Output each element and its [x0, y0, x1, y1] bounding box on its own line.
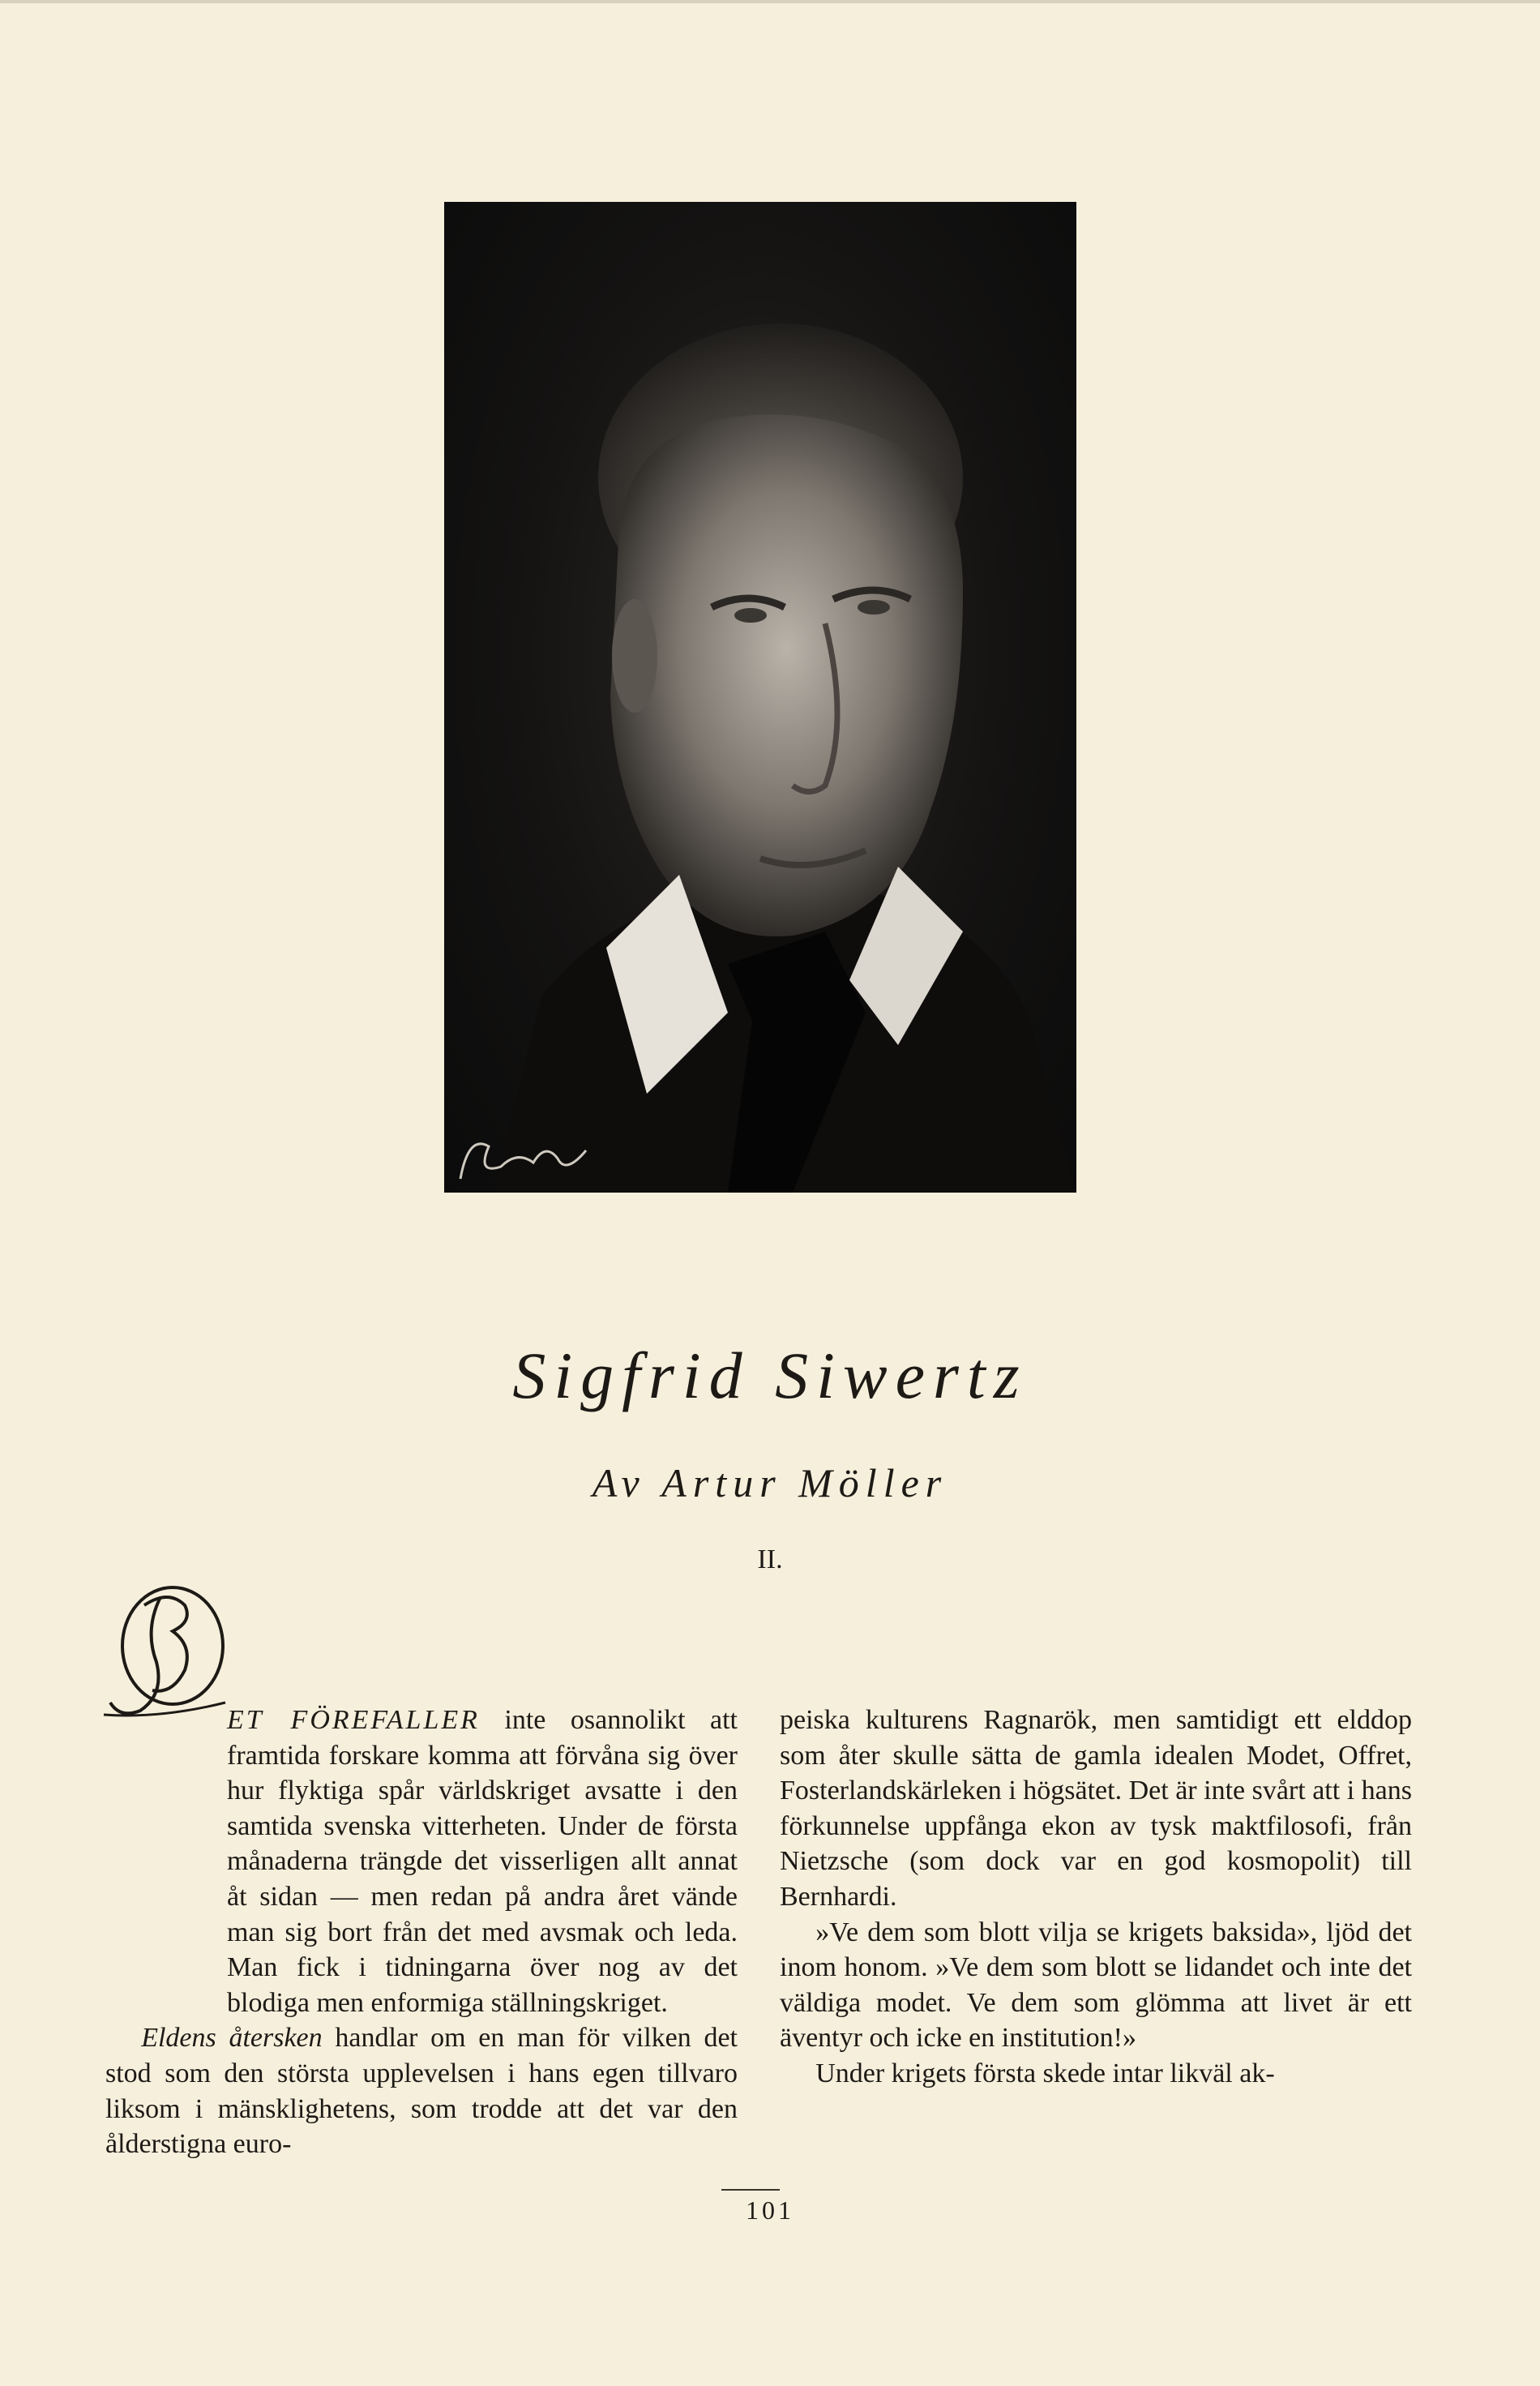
paragraph-1-text: inte osannolikt att framtida forskare komma att förvåna sig över hur flyktiga spår världskriget avsatte i den samtida svenska vitterheten. Under de första månaderna trängde det visserligen allt annat åt sidan — men redan på andra året vände man sig bort från det med avsmak och leda. Man fick i tidningarna över nog av det blodiga men enformiga ställningskriget.	[227, 1705, 738, 2018]
book-title-eldens-atersken: Eldens återsken	[141, 2023, 323, 2054]
page-number: 101	[746, 2195, 794, 2225]
paragraph-5: Under krigets första skede intar likväl ak-	[815, 2058, 1275, 2088]
left-column	[105, 1703, 738, 2162]
article-byline: Av Artur Möller	[592, 1460, 948, 1506]
paragraph-4: »Ve dem som blott vilja se krigets baksida», ljöd det inom honom. »Ve dem som blott se lidandet och inte det väldiga modet. Ve dem som glömma att livet är ett äventyr och icke en institution!»	[780, 1917, 1412, 2054]
lead-in-caps: ET FÖREFALLER	[227, 1705, 480, 1735]
right-column	[780, 1703, 1412, 2092]
paragraph-2	[105, 2020, 738, 2161]
article-title: Sigfrid Siwertz	[512, 1339, 1028, 1412]
portrait-illustration	[444, 202, 1076, 1193]
paragraph-2-text: handlar om en man för vilken det stod som den största upplevelsen i hans egen tillvaro liksom i mänsklighetens, som trodde att det var den ålderstigna euro-	[105, 2023, 738, 2160]
paragraph-3: peiska kulturens Ragnarök, men samtidigt ett elddop som åter skulle sätta de gamla idealen Modet, Offret, Fosterlandskärleken i högsätet. Det är inte svårt att i hans förkunnelse uppfånga ekon av tysk maktfilosofi, från Nietzsche (som dock var en god kosmopolit) till Bernhardi.	[780, 1705, 1412, 1912]
folio-rule	[721, 2189, 780, 2191]
top-edge-line	[0, 0, 1540, 3]
section-number: II.	[757, 1544, 783, 1574]
paragraph-1	[105, 1703, 738, 2020]
author-portrait-photo	[444, 202, 1076, 1193]
